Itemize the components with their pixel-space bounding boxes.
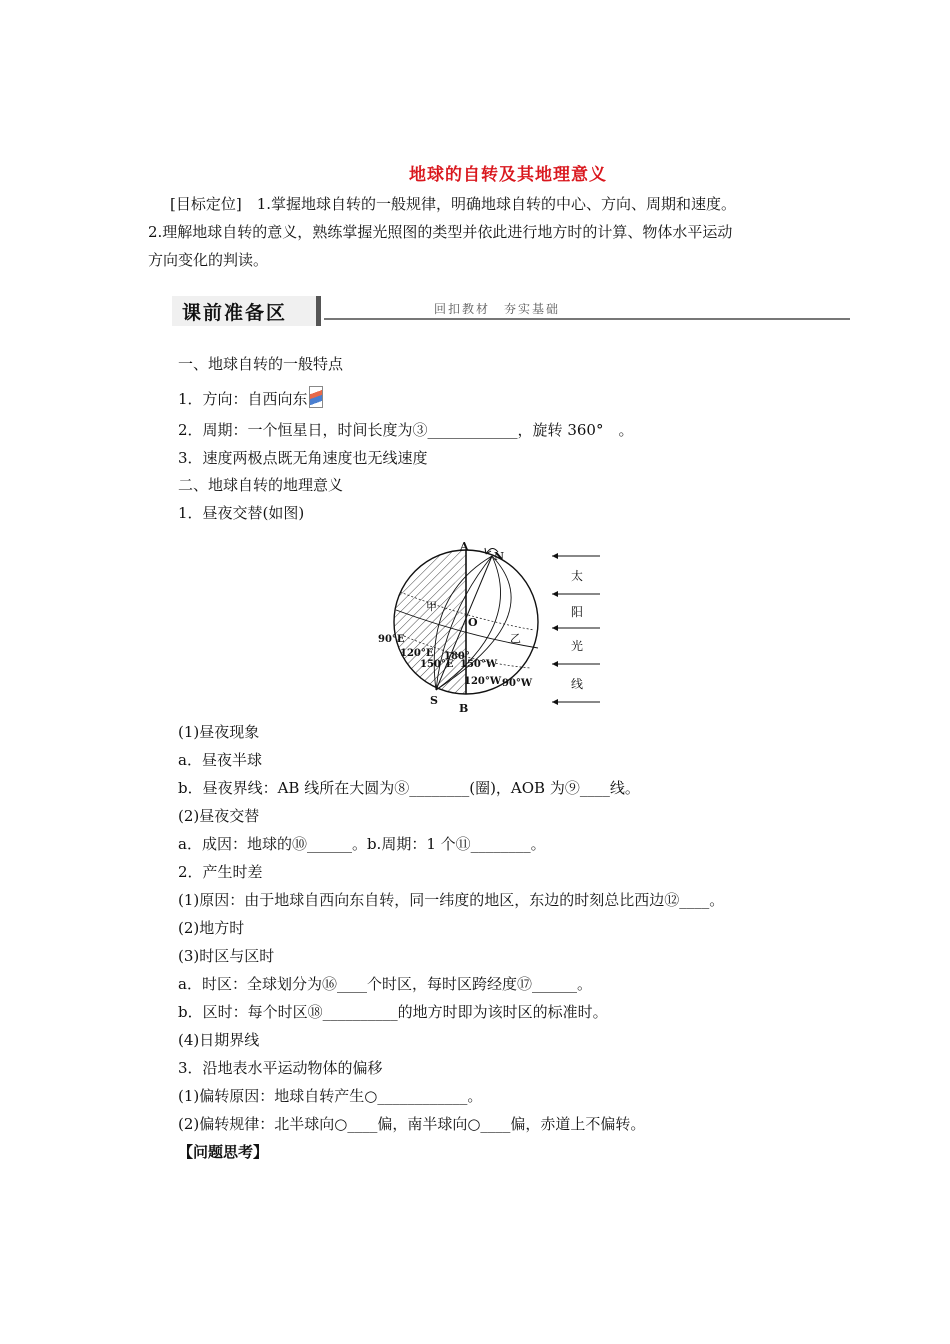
item-speed: 3．速度两极点既无角速度也无线速度 (178, 449, 428, 467)
label-90e: 90°E (378, 634, 405, 645)
earth-diagram-svg (374, 536, 614, 716)
banner-divider (324, 318, 850, 320)
item-time-difference: 2．产生时差 (178, 863, 263, 881)
night-hemisphere (392, 546, 466, 701)
label-90w: 90°W (502, 678, 533, 689)
label-180: 180° (444, 651, 470, 662)
item-zone-time: b．区时：每个时区⑱__________的地方时即为该时区的标准时。 (178, 1003, 608, 1021)
label-120e: 120°E (400, 648, 434, 659)
item-time-difference-cause: (1)原因：由于地球自西向东自转，同一纬度的地区，东边的时刻总比西边⑫____。 (178, 891, 725, 909)
label-o: O (468, 616, 478, 629)
item-period: 2．周期：一个恒星日，时间长度为③____________，旋转 360° 。 (178, 421, 634, 439)
item-day-night-alternation: 1．昼夜交替(如图) (178, 504, 305, 522)
heading-geographic-significance: 二、地球自转的地理意义 (178, 476, 344, 494)
objective-line-2: 2.理解地球自转的意义，熟练掌握光照图的类型并依此进行地方时的计算、物体水平运动 (148, 223, 733, 241)
label-a: A (460, 540, 469, 553)
item-day-night-hemisphere: a．昼夜半球 (178, 751, 262, 769)
label-b: B (459, 702, 469, 715)
page-title: 地球的自转及其地理意义 (409, 165, 607, 185)
item-day-night-alternation-sub: (2)昼夜交替 (178, 807, 260, 825)
objective-paragraph (148, 190, 828, 218)
item-cause-period: a．成因：地球的⑩______。b.周期：1 个⑪________。 (178, 835, 546, 853)
banner-title: 课前准备区 (182, 302, 288, 324)
item-horizontal-deflection: 3．沿地表水平运动物体的偏移 (178, 1059, 383, 1077)
sunlight-char-1: 太 (571, 569, 584, 583)
banner-subtitle: 回扣教材 夯实基础 (434, 302, 561, 316)
label-yi: 乙 (510, 632, 521, 645)
item-time-zone-division: a．时区：全球划分为⑯____个时区，每时区跨经度⑰______。 (178, 975, 592, 993)
heading-rotation-features: 一、地球自转的一般特点 (178, 355, 344, 373)
label-150w: 150°W (460, 659, 498, 670)
item-deflection-rule: (2)偏转规律：北半球向○____偏，南半球向○____偏，赤道上不偏转。 (178, 1115, 646, 1133)
direction-image-icon (309, 386, 323, 408)
sunlight-char-2: 阳 (571, 605, 584, 619)
section-banner (172, 296, 850, 330)
item-direction (178, 386, 323, 409)
item-local-time: (2)地方时 (178, 919, 245, 937)
label-120w: 120°W (464, 676, 502, 687)
item-deflection-cause: (1)偏转原因：地球自转产生○____________。 (178, 1087, 483, 1105)
label-s: S (430, 694, 438, 707)
banner-box (172, 296, 321, 326)
sunlight-char-4: 线 (571, 677, 584, 691)
item-terminator: b．昼夜界线：AB 线所在大圆为⑧________(圈)，AOB 为⑨____线。 (178, 779, 640, 797)
label-n: N (494, 550, 505, 563)
label-150e: 150°E (420, 659, 454, 670)
label-jia: 甲 (426, 600, 437, 613)
item-day-night-phenomenon: (1)昼夜现象 (178, 723, 260, 741)
earth-rotation-figure (374, 536, 614, 716)
objective-line-1: [目标定位] 1.掌握地球自转的一般规律，明确地球自转的中心、方向、周期和速度。 (170, 195, 737, 213)
objective-line-3: 方向变化的判读。 (148, 251, 269, 269)
item-time-zones: (3)时区与区时 (178, 947, 275, 965)
sunlight-char-3: 光 (571, 639, 584, 653)
item-direction-text: 1．方向：自西向东 (178, 390, 308, 408)
item-date-line: (4)日期界线 (178, 1031, 260, 1049)
problem-thinking-heading: 【问题思考】 (178, 1143, 269, 1161)
